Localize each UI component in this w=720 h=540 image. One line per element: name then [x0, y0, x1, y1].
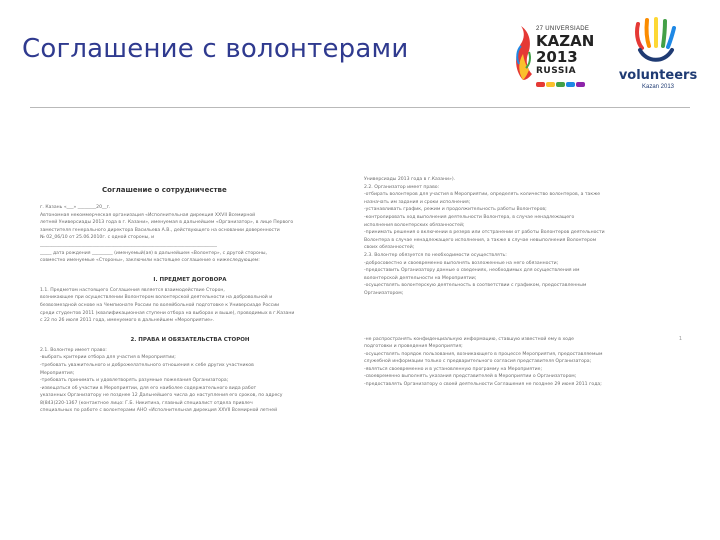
document-line: исполнения волонтерских обязанностей;: [364, 222, 465, 228]
document-line: -извещаться об участии в Мероприятии, для его наиболее содержательного вида работ: [40, 385, 257, 391]
universiade-small-text: 27 UNIVERSIADE: [536, 26, 590, 32]
document-line: -осуществлять волонтерскую деятельность в соответствии с графиком, предоставленным: [364, 283, 587, 289]
page-mark: 1: [678, 336, 682, 342]
document-right-column: [364, 176, 684, 389]
right-text-block-b: [364, 336, 684, 389]
document-line: Мероприятия;: [40, 370, 75, 376]
document-line: возникающее при осуществлении Волонтером волонтерской деятельности на добровольной и: [40, 295, 273, 301]
document-line: 1.1. Предметом настоящего Соглашения является взаимодействие Сторон,: [40, 287, 225, 293]
document-line: -осуществлять порядок пользования, возникающего в процессе Мероприятия, предоставляемым: [364, 351, 603, 357]
right-text-block-a: [364, 176, 684, 298]
universiade-flame-icon: [510, 24, 536, 82]
document-line: безвозмездной основе на Чемпионате России по волейбольной подготовке к Универсиаде России: [40, 302, 280, 308]
document-line: подготовки и проведения Мероприятия;: [364, 344, 463, 350]
document-line: -контролировать ход выполнения деятельности Волонтера, в случае ненадлежащего: [364, 214, 575, 220]
document-line: -являться своевременно и в установленную программу на Мероприятие;: [364, 366, 543, 372]
document-line: среди студентов 2011 (квалификационная ступени отбора на выборах и выше), проводимых в г.Казани: [40, 310, 295, 316]
document-line: летней Универсиады 2013 года в г. Казани», именуемая в дальнейшем «Организатор», в лице Первого: [40, 220, 294, 226]
document-line: -требовать уважительного и доброжелательного отношения к себе других участников: [40, 362, 254, 368]
document-line: 2.3. Волонтер обязуется по необходимости осуществлять:: [364, 252, 507, 258]
document-line: -предоставить Организатору данные о сведениях, необходимых для осуществления им: [364, 268, 580, 274]
section-heading-1: I. ПРЕДМЕТ ДОГОВОРА: [153, 276, 227, 283]
colored-ribbons-icon: [536, 80, 586, 89]
document-line: специальных по работе с волонтерами АНО «Исполнительная дирекция XXVII Всемирной летней: [40, 408, 278, 414]
document-line: с 22 по 26 июля 2011 года, именуемого в дальнейшем «Мероприятие».: [40, 318, 215, 324]
document-line: служебной информации только с предварительного согласия представителя Организатора;: [364, 359, 592, 365]
left-text-block-b: [40, 287, 340, 325]
document-line: 2.2. Организатор имеет право:: [364, 184, 440, 190]
document-line: г. Казань «___» ________20__г.: [40, 205, 111, 210]
volunteers-sub: Kazan 2013: [641, 84, 675, 90]
document-line: Волонтера в случае ненадлежащего исполнения, а также в случае невыполнения Волонтером: [364, 237, 597, 243]
document-line: 2.1. Волонтер имеет право:: [40, 347, 107, 353]
document-line: -требовать принимать и удовлетворять разумные пожелания Организатора;: [40, 378, 229, 384]
title-divider: [30, 107, 690, 108]
document-line: -отбирать волонтеров для участия в Мероприятии, определять количество волонтеров, а также: [364, 192, 601, 198]
document-line: Универсиады 2013 года в г.Казани»).: [364, 177, 456, 182]
document-line: -принимать решения о включении в резерв или отстранении от работы Волонтеров деятельности: [364, 230, 605, 236]
document-line: -устанавливать график, режим и продолжительность работы Волонтеров;: [364, 207, 547, 213]
volunteers-word: volunteers: [618, 68, 698, 83]
volunteers-logo: [608, 14, 708, 94]
document-line: Организатором;: [364, 290, 404, 296]
document-title: Соглашение о сотрудничестве: [102, 186, 227, 194]
document-line: -добросовестно и своевременно выполнять возложенные на него обязанности;: [364, 260, 559, 266]
agreement-document: [40, 176, 690, 522]
universiade-country: RUSSIA: [536, 66, 577, 76]
slide-title: Соглашение с волонтерами: [22, 34, 409, 64]
section-heading-2: 2. ПРАВА И ОБЯЗАТЕЛЬСТВА СТОРОН: [130, 336, 250, 343]
document-line: заместителя генерального директора Васильева А.В., действующего на основании доверенности: [40, 227, 280, 233]
document-line: -предоставлять Организатору о своей деятельности Соглашения не позднее 29 июня 2011 года;: [364, 382, 602, 388]
universiade-city: KAZAN: [536, 32, 595, 50]
document-line: _____________________________________________________________________________: [40, 242, 217, 248]
left-text-block-a: [40, 204, 340, 265]
document-line: _____ дата рождения _________ (именуемый(ая) в дальнейшем «Волонтер», с другой стороны,: [40, 250, 267, 256]
document-line: -своевременно выполнять указания представителей в Мероприятии о Организатором;: [364, 374, 577, 380]
document-line: указанных Организатору не позднее 12 Дальнейшего числа до наступления его сроков, по адресу: [40, 393, 283, 399]
document-line: волонтерской деятельности на Мероприятии;: [364, 275, 477, 281]
left-text-block-c: [40, 347, 340, 415]
document-line: своих обязанностей;: [364, 245, 415, 251]
document-line: -не распространять конфиденциальную информацию, ставшую известной ему в ходе: [364, 336, 574, 342]
document-line: назначать им задания и сроки исполнения;: [364, 199, 471, 205]
universiade-year: 2013: [536, 48, 578, 66]
document-line: Автономная некоммерческая организация «Исполнительная дирекция XXVII Всемирной: [40, 212, 256, 218]
document-line: совместно именуемые «Стороны», заключили настоящее соглашение о нижеследующем:: [40, 258, 260, 264]
hand-icon: [628, 16, 682, 68]
document-line: -выбрать критерии отбора для участия в Мероприятии;: [40, 355, 176, 361]
document-line: 8(843)220-1367 (контактное лицо: Г.Б. Никитина, главный специалист отдела привлеч: [40, 400, 253, 406]
document-line: № 02_06/10 от 25.06.2010г. с одной стороны, и: [40, 235, 155, 241]
universiade-logo: [510, 18, 595, 92]
document-left-column: [40, 176, 340, 415]
